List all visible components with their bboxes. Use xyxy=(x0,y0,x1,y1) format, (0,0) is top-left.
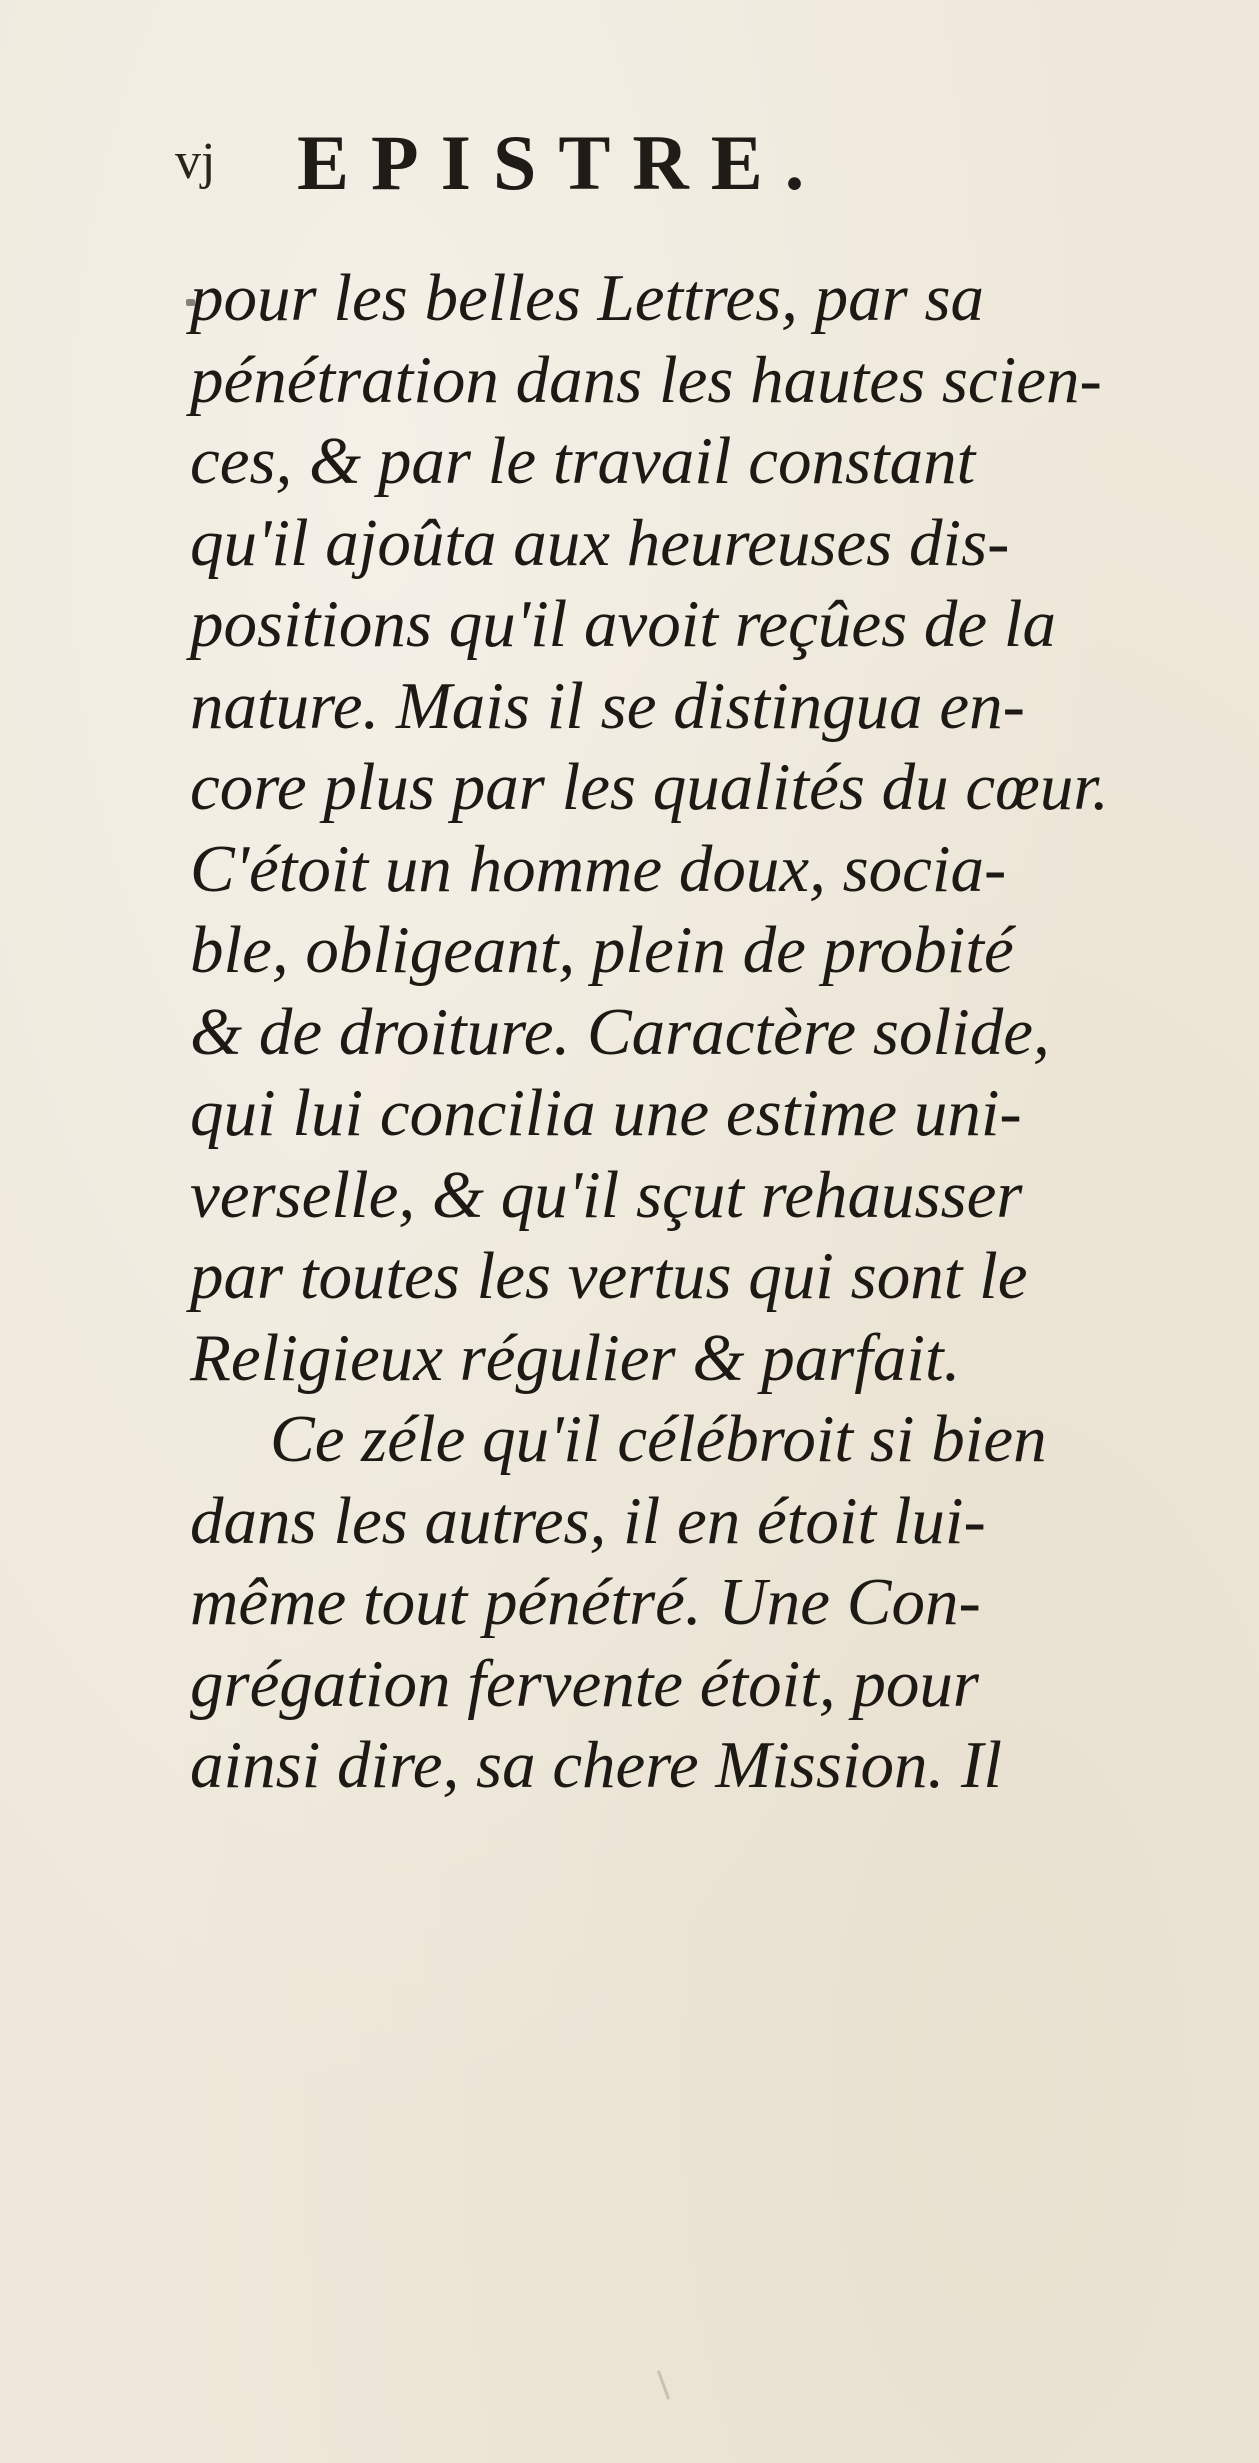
text-line: par toutes les vertus qui sont le xyxy=(190,1239,1028,1313)
text-line: même tout pénétré. Une Con- xyxy=(190,1565,981,1639)
text-line: Religieux régulier & parfait. xyxy=(190,1320,961,1395)
text-line: qu'il ajoûta aux heureuses dis- xyxy=(190,505,1010,580)
text-line: qui lui concilia une estime uni- xyxy=(190,1076,1022,1150)
text-line: nature. Mais il se distingua en- xyxy=(190,668,1025,743)
paper-speck xyxy=(657,2370,670,2399)
text-line: ble, obligeant, plein de probité xyxy=(190,913,1014,987)
running-head: EPISTRE. xyxy=(297,119,827,206)
text-line: positions qu'il avoit reçûes de la xyxy=(190,587,1056,661)
text-line: verselle, & qu'il sçut rehausser xyxy=(190,1157,1023,1232)
page-header xyxy=(175,118,1075,208)
text-line: pénétration dans les hautes scien- xyxy=(190,342,1102,417)
text-line: grégation fervente étoit, pour xyxy=(190,1646,979,1721)
text-line: core plus par les qualités du cœur. xyxy=(190,750,1109,824)
text-line: & de droiture. Caractère solide, xyxy=(190,994,1050,1069)
body-text xyxy=(190,258,1230,1807)
text-line: C'étoit un homme doux, socia- xyxy=(190,831,1007,906)
text-line: ainsi dire, sa chere Mission. Il xyxy=(190,1728,1002,1802)
text-line: pour les belles Lettres, par sa xyxy=(190,261,985,335)
page-number: vj xyxy=(175,133,216,190)
text-line: ces, & par le travail constant xyxy=(190,424,976,498)
paragraph-start-line: Ce zéle qu'il célébroit si bien xyxy=(270,1402,1047,1476)
text-line: dans les autres, il en étoit lui- xyxy=(190,1483,986,1558)
